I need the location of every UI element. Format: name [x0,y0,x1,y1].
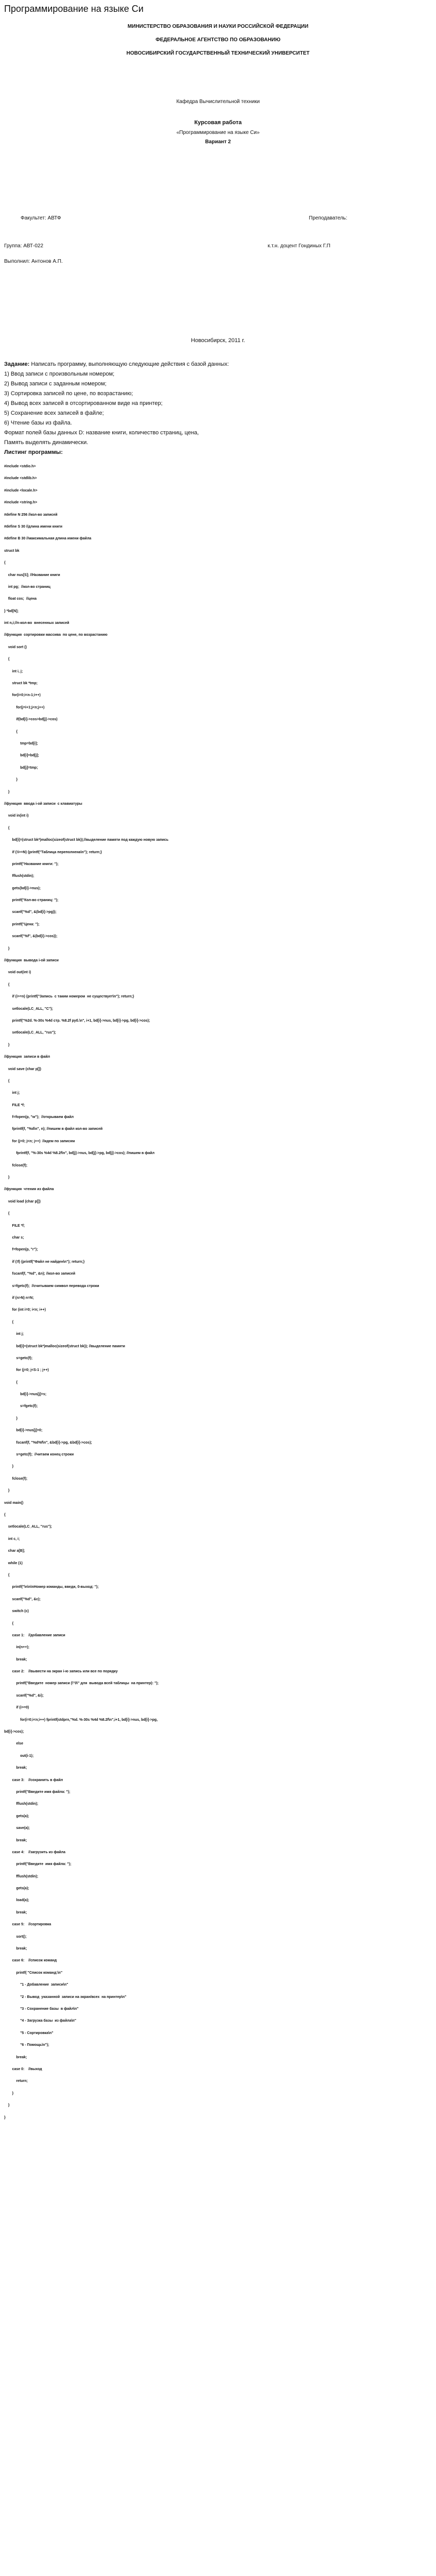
code-line: bd[i]=(struct bk*)malloc(sizeof(struct bk));//выделение памяти под каждую новую запись [4,838,169,842]
code-line: { [4,1573,10,1577]
code-line: } [4,2091,14,2095]
assignment-intro: Написать программу, выполняющую следующие действия с базой данных: [31,361,229,367]
code-line: case 5: //сортировка [4,1923,51,1927]
code-line: for (j=0; j<n; j++) //идем по записям [4,1139,75,1143]
code-line: struct bk *tmp; [4,682,38,686]
code-line: gets(a); [4,1887,29,1891]
code-line: //функция вывода i-ой записи [4,959,59,963]
group-label: Группа: АВТ-022 [4,243,44,249]
student-label: Выполнил: Антонов А.П. [4,259,63,264]
code-line: bd[i]->nus[j]=s; [4,1393,47,1397]
code-line: { [4,730,18,734]
code-line: { [4,1380,18,1384]
assignment-item: 4) Вывод всех записей в отсортированном виде на принтер; [4,400,163,406]
code-line: if (i>=n) {printf("Запись с таким номером не существует\n"); return;} [4,995,134,999]
code-line: { [4,561,6,565]
code-line: f=fopen(p, "r"); [4,1248,38,1252]
code-line: fprintf(f, "%d\n", n); //пишем в файл кол-во записей [4,1127,103,1131]
code-line: s=getc(f); [4,1356,33,1360]
code-line: case 6: //список команд [4,1959,57,1963]
work-type-title: Курсовая работа [194,120,242,126]
code-line: case 1: //добавление записи [4,1633,65,1637]
code-line: printf("Введите имя файла: "); [4,1862,72,1867]
code-line: case 3: //сохранить в файл [4,1778,63,1782]
city-year-label: Новосибирск, 2011 г. [191,337,245,344]
code-line: "6 - Помощь\n"); [4,2043,49,2047]
code-line: printf("Цена: "); [4,922,40,926]
code-line: break; [4,1657,27,1662]
code-line: void load (char p[]) [4,1199,41,1204]
code-line: break; [4,1910,27,1914]
code-listing [0,461,436,2124]
code-line: fscanf(f, "%d", &n); //кол-во записей [4,1272,76,1276]
code-line: bd[j]=tmp; [4,766,38,770]
assignment-section [0,360,436,457]
code-line: fprintf(f, "%-30s %4d %8.2f\n", bd[j]->nus, bd[j]->pg, bd[j]->cos); //пишем в файл [4,1151,155,1156]
page-title: Программирование на языке Си [4,4,144,14]
code-line: #include <stdio.h> [4,465,36,468]
code-line: sort(); [4,1935,27,1939]
code-line: } [4,946,10,951]
code-line: s=fgetc(f); [4,1404,38,1409]
code-line: struct bk [4,549,20,553]
code-line: } [4,1489,10,1493]
code-line: FILE *f; [4,1103,25,1107]
code-line: void sort () [4,645,27,649]
code-line: fscanf(f, "%d%f\n", &bd[i]->pg, &bd[i]->cos); [4,1440,92,1445]
code-line: f=fopen(p, "w"); //открываем файл [4,1115,74,1120]
code-line: bd[i]->nus[j]=0; [4,1429,43,1433]
code-line: printf("Введите номер записи (\"0\" для вывода всей таблицы на принтер): "); [4,1682,159,1686]
assignment-item: 5) Сохранение всех записей в файле; [4,410,104,416]
listing-title: Листинг программы: [4,449,63,455]
code-line: printf("\n\n\nНомер команды, введи, 0-выход: "); [4,1585,99,1589]
code-line: return; [4,2079,28,2083]
code-line: scanf("%f", &(bd[i]->cos)); [4,935,58,939]
code-line: } [4,790,10,794]
code-line: { [4,1079,10,1083]
code-line: save(a); [4,1826,30,1831]
code-line: if(bd[i]->cos>bd[j]->cos) [4,718,58,722]
code-line: #define S 30 //длина имени книги [4,524,63,529]
memory-note: Память выделять динамически. [4,439,89,446]
variant-label: Вариант 2 [205,139,231,145]
code-line: int j; [4,1091,20,1095]
faculty-label: Факультет: АВТФ [21,215,61,221]
code-line: float cos; //цена [4,597,37,601]
code-line: #define N 256 //кол-во записей [4,513,58,517]
subject-label: «Программирование на языке Си» [176,130,260,135]
code-line: "4 - Загрузка базы из файла\n" [4,2019,77,2023]
code-line: break; [4,1766,27,1770]
code-line: char nus[S]; //Название книги [4,573,60,577]
code-line: bd[i]=(struct bk*)malloc(sizeof(struct bk)); //выделение памяти [4,1344,125,1348]
code-line: fflush(stdin); [4,874,34,878]
teacher-label: Преподаватель: [309,215,347,221]
code-line: for(i=0;i<n-1;i++) [4,693,41,698]
code-line: if (!i>=N) {printf("Таблица переполнена\n"); return;} [4,850,102,854]
code-line: { [4,982,10,987]
code-line: fflush(stdin); [4,1802,39,1806]
code-line: gets(bd[i]->nus); [4,886,41,890]
code-line: } [4,1465,14,1469]
code-line: //функция записи в файл [4,1055,50,1059]
code-line: { [4,1320,14,1324]
code-line: load(a); [4,1899,29,1903]
code-line: { [4,657,10,662]
code-line: case 2: //вывести на экран i-ю запись или все по порядку [4,1670,118,1674]
code-line: //функция чтения из файла [4,1188,54,1192]
code-line: if (n>N) n=N; [4,1296,34,1300]
fields-description: Формат полей базы данных D: название книги, количество страниц, цена, [4,430,199,436]
code-line: } [4,778,18,782]
code-line: for(j=i+1;j<n;j++) [4,705,45,709]
assignment-item: 3) Сортировка записей по цене, по возрастанию; [4,391,133,397]
code-line: case 4: //загрузить из файла [4,1850,65,1854]
code-line: #include <stdlib.h> [4,477,37,481]
code-line: fclose(f); [4,1477,28,1481]
code-line: int c, i; [4,1537,20,1541]
teacher-name: к.т.н. доцент Гондиных Г.П [268,243,330,249]
code-line: if (!f) {printf("Файл не найден\n"); return;} [4,1260,85,1264]
code-line: out(i-1); [4,1754,34,1758]
code-line: } [4,2115,6,2120]
ministry-header: МИНИСТЕРСТВО ОБРАЗОВАНИЯ И НАУКИ РОССИЙСКОЙ ФЕДЕРАЦИИ [127,24,309,29]
assignment-intro-line [4,360,432,369]
code-line: "5 - Сортировка\n" [4,2031,54,2035]
code-line: printf( "Список команд:\n" [4,1971,63,1975]
code-line: if (i>=0) [4,1706,29,1710]
code-line: break; [4,1947,27,1951]
code-line: int n,i;//n-кол-во внесенных записей [4,621,69,625]
assignment-item: 1) Ввод записи с произвольным номером; [4,371,115,377]
code-line: #include <string.h> [4,501,38,505]
code-line: else [4,1742,23,1746]
code-line: printf("%2d. %-30s %4d стр. %8.2f руб.\n", i+1, bd[i]->nus, bd[i]->pg, bd[i]->cos); [4,1019,150,1023]
code-line: setlocale(LC_ALL, "rus"); [4,1525,52,1529]
code-line: scanf("%d", &i); [4,1693,44,1698]
assignment-item: 2) Вывод записи с заданным номером; [4,381,107,387]
code-line: { [4,1621,14,1625]
code-line: int pg; //кол-во страниц [4,585,50,589]
code-line: } [4,1043,10,1047]
code-line: int i, j; [4,669,23,673]
assignment-title: Задание: [4,361,30,367]
code-line: void in(int i) [4,814,29,818]
code-line: case 0: //выход [4,2067,42,2071]
title-page [0,14,436,360]
code-line: "1 - Добавление записи\n" [4,1983,68,1987]
code-line: //функция ввода i-ой записи с клавиатуры [4,802,82,806]
department-label: Кафедра Вычислительной техники [176,99,260,105]
code-line: s=fgetc(f); //считываем символ перевода строки [4,1284,99,1288]
code-line: for (int i=0; i<n; i++) [4,1308,46,1312]
code-line: { [4,1212,10,1216]
code-line: bd[i]->cos); [4,1730,24,1734]
code-line: switch (c) [4,1609,29,1614]
code-line: } *bd[N]; [4,609,19,613]
agency-header: ФЕДЕРАЛЬНОЕ АГЕНТСТВО ПО ОБРАЗОВАНИЮ [155,37,281,43]
code-line: #define B 30 //максимальная длина имени файла [4,537,92,541]
code-line: setlocale(LC_ALL, "rus"); [4,1031,56,1035]
code-line: fflush(stdin); [4,1874,39,1878]
code-line: break; [4,1838,27,1842]
code-line: scanf("%d", &c); [4,1597,41,1601]
code-line: void out(int i) [4,971,31,975]
code-line: { [4,1513,6,1517]
code-line: printf("Кол-во страниц: "); [4,899,59,903]
code-line: } [4,2104,10,2108]
code-line: { [4,826,10,830]
assignment-item: 6) Чтение базы из файла. [4,420,72,426]
code-line: break; [4,2055,27,2059]
code-line: //функция сортировки массива по цене, по возрастанию [4,633,108,637]
code-line: printf("Введите имя файла: "); [4,1790,71,1794]
code-line: printf("Название книги: "); [4,862,59,866]
code-line: setlocale(LC_ALL, "C"); [4,1007,53,1011]
code-line: scanf("%d", &(bd[i]->pg)); [4,910,57,914]
code-line: "3 - Сохранение базы в файл\n" [4,2007,79,2011]
code-line: char a[B]; [4,1549,25,1553]
code-line: for(i=0;i<n;i++) fprintf(stdprn,"%d. %-30s %4d %8.2f\n",i+1, bd[i]->nus, bd[i]->pg, [4,1718,158,1722]
code-line: int j; [4,1332,24,1336]
code-line: tmp=bd[i]; [4,741,38,745]
code-line: "2 - Вывод указанной записи на экран/всех на принтер\n" [4,1995,127,1999]
university-header: НОВОСИБИРСКИЙ ГОСУДАРСТВЕННЫЙ ТЕХНИЧЕСКИЙ УНИВЕРСИТЕТ [126,50,310,56]
code-line: gets(a); [4,1814,29,1818]
code-line: } [4,1176,10,1180]
code-line: } [4,1416,18,1420]
code-line: void save (char p[]) [4,1067,41,1071]
code-line: char s; [4,1236,24,1240]
code-line: for (j=0; j<S-1 ; j++) [4,1368,49,1372]
code-line: bd[i]=bd[j]; [4,754,39,758]
code-line: s=getc(f); //читаем конец строки [4,1453,74,1457]
code-line: in(n++); [4,1646,30,1650]
code-line: fclose(f); [4,1163,28,1167]
code-line: FILE *f; [4,1224,25,1228]
code-line: while (1) [4,1561,23,1565]
code-line: void main() [4,1501,24,1505]
code-line: #include <locale.h> [4,488,38,493]
